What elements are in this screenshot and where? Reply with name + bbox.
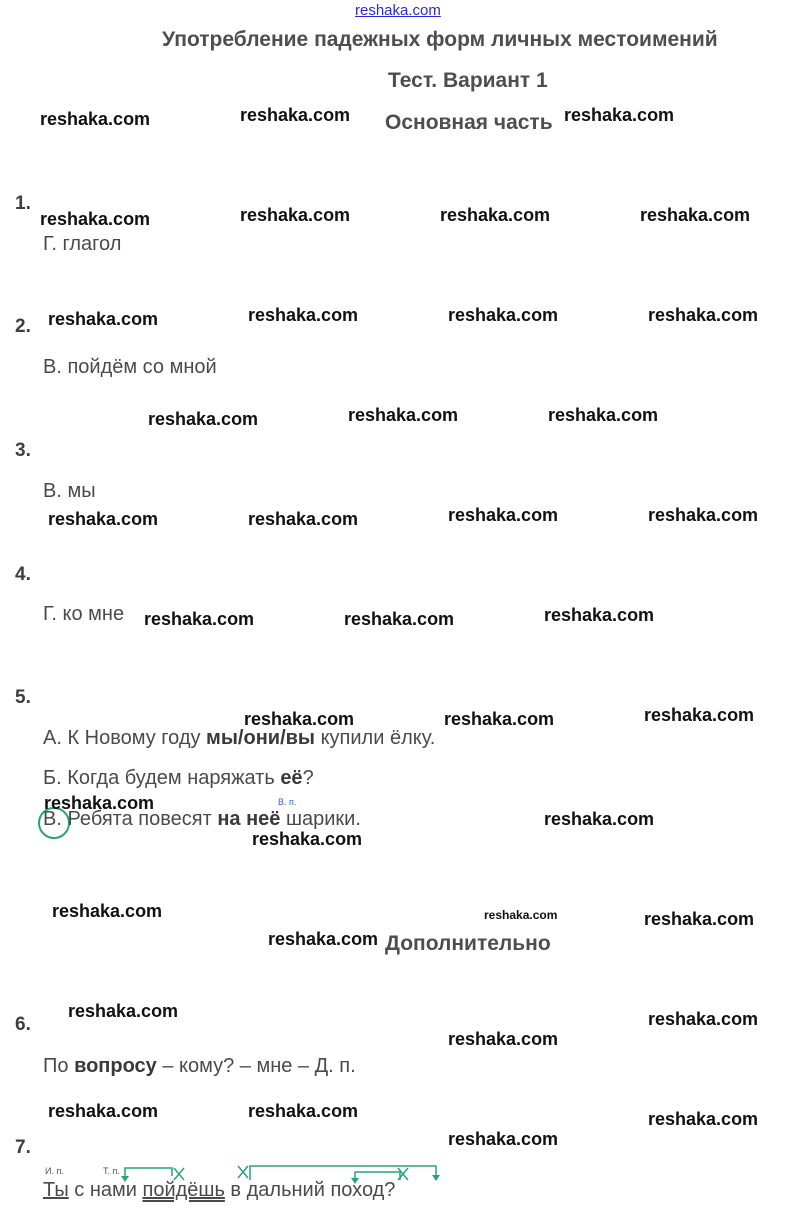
sentence-part-4: в дальний поход? <box>224 1179 396 1201</box>
watermark: reshaka.com <box>448 1029 559 1049</box>
option-a-text-pre: А. К Новому году <box>43 727 207 749</box>
watermark: reshaka.com <box>248 305 359 325</box>
question-number-7: 7. <box>15 1137 31 1158</box>
watermark: reshaka.com <box>240 205 351 225</box>
option-b-text-pre: Б. Когда будем наряжать <box>43 767 281 789</box>
watermark: reshaka.com <box>148 409 259 429</box>
watermark-small: reshaka.com <box>484 908 558 922</box>
watermark: reshaka.com <box>448 305 559 325</box>
answer-3: В. мы <box>43 480 96 502</box>
watermark: reshaka.com <box>48 509 159 529</box>
question-number-2: 2. <box>15 316 31 337</box>
option-b-pronoun: её <box>280 767 303 789</box>
option-b-text-post: ? <box>302 767 314 789</box>
question-number-5: 5. <box>15 687 31 708</box>
case-note-ip: И. п. <box>45 1166 64 1176</box>
answer-1: Г. глагол <box>43 233 122 255</box>
watermark: reshaka.com <box>344 609 455 629</box>
watermark: reshaka.com <box>564 105 675 125</box>
option-a-text-post: купили ёлку. <box>315 727 436 749</box>
option-c-letter: В. <box>43 808 62 830</box>
watermark: reshaka.com <box>44 793 155 813</box>
question-number-3: 3. <box>15 440 31 461</box>
section-main-heading: Основная часть <box>385 111 553 134</box>
watermark: reshaka.com <box>48 309 159 329</box>
watermark: reshaka.com <box>640 205 751 225</box>
subject-word: Ты <box>43 1179 69 1201</box>
watermark: reshaka.com <box>648 1109 759 1129</box>
watermark: reshaka.com <box>348 405 459 425</box>
watermark: reshaka.com <box>48 1101 159 1121</box>
answer-6-pre: По <box>43 1055 75 1077</box>
watermark: reshaka.com <box>244 709 355 729</box>
watermark: reshaka.com <box>40 109 151 129</box>
case-note-vp: В. п. <box>278 797 297 807</box>
option-c-text-post: шарики. <box>280 808 361 830</box>
watermark: reshaka.com <box>248 509 359 529</box>
option-a-pronouns: мы/они/вы <box>206 727 316 749</box>
watermark: reshaka.com <box>548 405 659 425</box>
watermark: reshaka.com <box>240 105 351 125</box>
watermark: reshaka.com <box>648 305 759 325</box>
watermark: reshaka.com <box>448 505 559 525</box>
question-number-6: 6. <box>15 1014 31 1035</box>
watermark: reshaka.com <box>644 705 755 725</box>
watermark: reshaka.com <box>644 909 755 929</box>
page-subtitle: Тест. Вариант 1 <box>388 69 548 92</box>
watermark: reshaka.com <box>448 1129 559 1149</box>
watermark: reshaka.com <box>40 209 151 229</box>
question-number-4: 4. <box>15 564 31 585</box>
watermark: reshaka.com <box>544 809 655 829</box>
option-c-pronoun: на неё <box>217 808 281 830</box>
predicate-word: пойдёшь <box>142 1179 225 1201</box>
watermark: reshaka.com <box>52 901 163 921</box>
watermark: reshaka.com <box>444 709 555 729</box>
option-c-text-pre: Ребята повесят <box>61 808 218 830</box>
watermark: reshaka.com <box>544 605 655 625</box>
watermark: reshaka.com <box>144 609 255 629</box>
case-note-tp: Т. п. <box>103 1166 120 1176</box>
answer-6-post: – кому? – мне – Д. п. <box>156 1055 356 1077</box>
watermark: reshaka.com <box>252 829 363 849</box>
answer-2: В. пойдём со мной <box>43 356 217 378</box>
watermark: reshaka.com <box>648 505 759 525</box>
question-number-1: 1. <box>15 193 31 214</box>
watermark: reshaka.com <box>248 1101 359 1121</box>
answer-7-sentence <box>43 1179 395 1202</box>
page-title: Употребление падежных форм личных местоимений <box>162 28 718 51</box>
watermark: reshaka.com <box>648 1009 759 1029</box>
watermark: reshaka.com <box>440 205 551 225</box>
answer-6-bold: вопросу <box>74 1055 157 1077</box>
section-extra-heading: Дополнительно <box>385 932 551 955</box>
site-link-top[interactable]: reshaka.com <box>355 2 441 19</box>
watermark: reshaka.com <box>68 1001 179 1021</box>
answer-4: Г. ко мне <box>43 603 125 625</box>
watermark: reshaka.com <box>268 929 379 949</box>
sentence-part-2: с нами <box>68 1179 143 1201</box>
